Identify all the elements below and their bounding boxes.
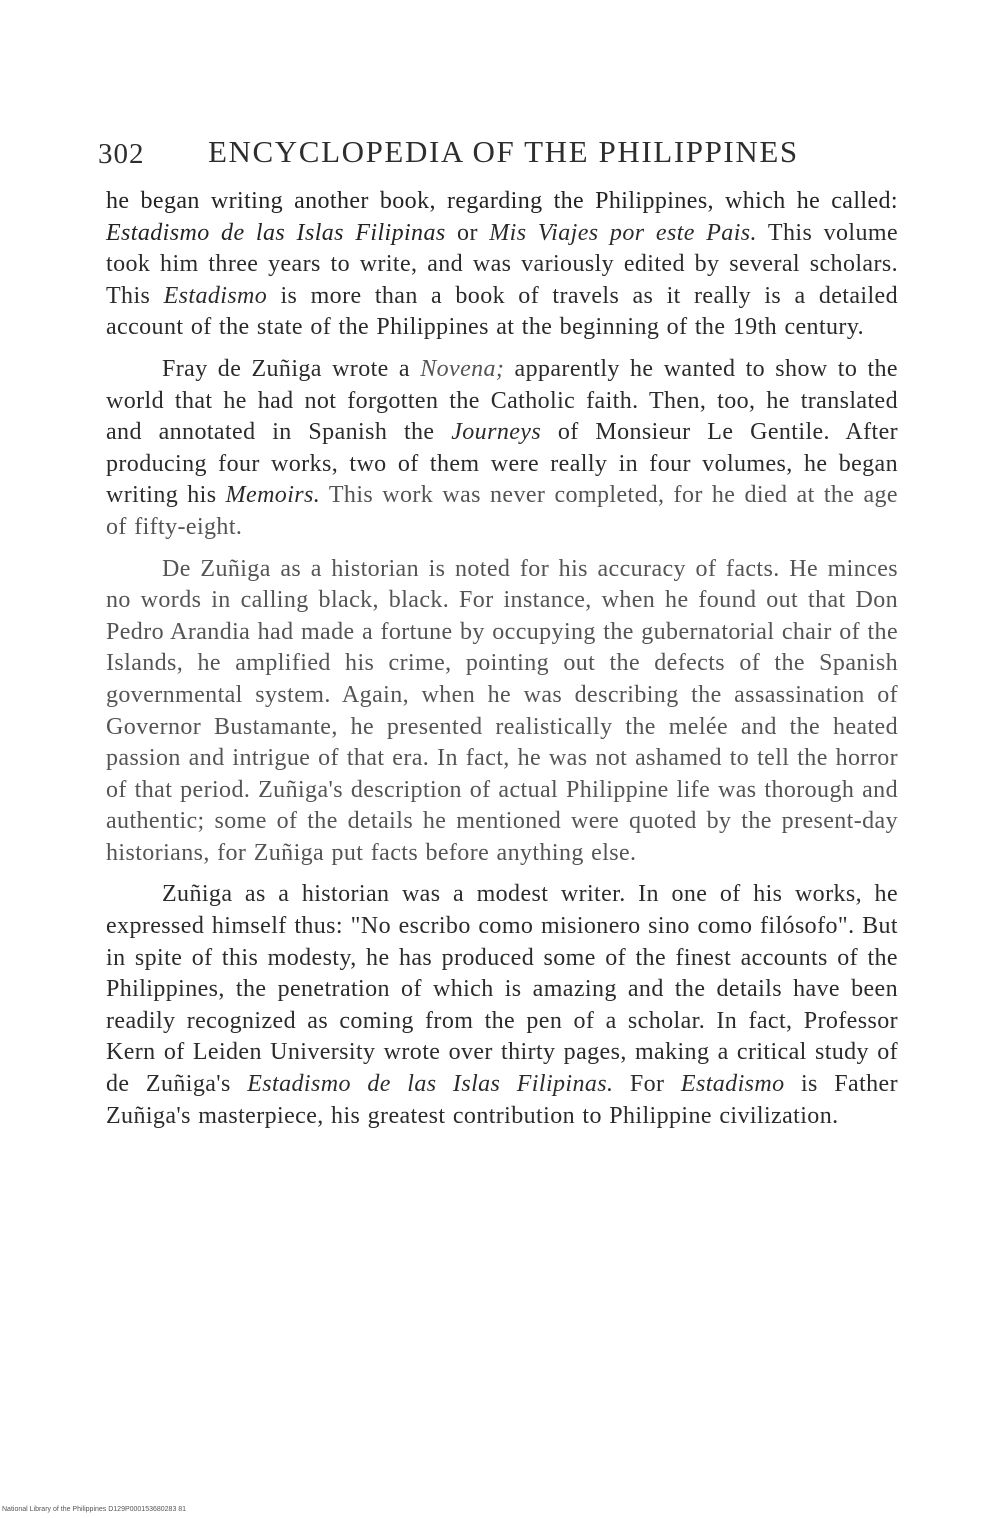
paragraph-2-italic-1: Novena; <box>420 355 505 382</box>
paragraph-1-italic-3: Estadismo <box>163 282 268 309</box>
paragraph-2-text-1: Fray de Zuñiga wrote a <box>162 355 421 382</box>
paragraph-2-italic-2: Journeys <box>451 419 542 446</box>
paragraph-1 <box>106 186 898 344</box>
paragraph-1-italic-1: Estadismo de las Islas Filipinas <box>106 219 446 246</box>
running-head: ENCYCLOPEDIA OF THE PHILIPPINES <box>208 134 799 169</box>
paragraph-4-italic-2: Estadismo <box>680 1071 785 1098</box>
paragraph-4-text-2: For <box>613 1071 681 1098</box>
body-text <box>106 186 898 1142</box>
page-header <box>98 128 898 178</box>
scan-credit: National Library of the Philippines D129P000153680283 81 <box>2 1506 187 1513</box>
paragraph-1-text-2: or <box>445 219 490 246</box>
paragraph-4-text-1: Zuñiga as a historian was a modest writer. In one of his works, he expressed himself thus: "No escribo como misionero sino como filósofo". But in spite of this modesty, he has produced some of the finest accounts of the Philippines, the penetration of which is amazing and the details have been readily recognized as coming from the pen of a scholar. In fact, Professor Kern of Leiden University wrote over thirty pages, making a critical study of de Zuñiga's <box>106 881 898 1098</box>
paragraph-1-text-4: is more than a book of travels as it really is a detailed account of the state of the Philippines at the beginning of the 19th century. <box>106 282 898 341</box>
paragraph-2-text-3: of Monsieur Le Gentile. After producing four works, two of them were really in four volumes, he began writing his <box>106 419 899 509</box>
paragraph-2-italic-3: Memoirs. <box>225 482 321 509</box>
paragraph-2-text-4: This work was never completed, for he died at the age of fifty-eight. <box>106 482 898 540</box>
paragraph-2 <box>106 354 898 544</box>
paragraph-2-text-2: apparently he wanted to show to the world that he had not forgotten the Catholic faith. Then, too, he translated and annotated in Spanish the <box>106 355 898 446</box>
paragraph-4 <box>106 879 898 1132</box>
paragraph-1-text-1: he began writing another book, regarding the Philippines, which he called: <box>106 188 898 214</box>
paragraph-3 <box>106 554 898 870</box>
paragraph-3-text-1: De Zuñiga as a historian is noted for his accuracy of facts. He minces no words in calling black, black. For instance, when he found out that Don Pedro Arandia had made a fortune by occupying the gubernatorial chair of the Islands, he amplified his crime, pointing out the defects of the Spanish governmental system. Again, when he was describing the assassination of Governor Bustamante, he presented realistically the melée and the heated passion and intrigue of that era. In fact, he was not ashamed to tell the horror of that period. Zuñiga's description of actual Philippine life was thorough and authentic; some of the details he mentioned were quoted by the present-day historians, for Zuñiga put facts before anything else. <box>106 555 898 866</box>
paragraph-1-text-3: This volume took him three years to write, and was variously edited by several scholars. This <box>106 219 899 309</box>
paragraph-4-italic-1: Estadismo de las Islas Filipinas. <box>247 1071 614 1098</box>
paragraph-1-italic-2: Mis Viajes por este Pais. <box>489 219 757 246</box>
page-number: 302 <box>98 138 145 170</box>
paragraph-4-text-3: is Father Zuñiga's masterpiece, his greatest contribution to Philippine civilization. <box>106 1071 898 1129</box>
